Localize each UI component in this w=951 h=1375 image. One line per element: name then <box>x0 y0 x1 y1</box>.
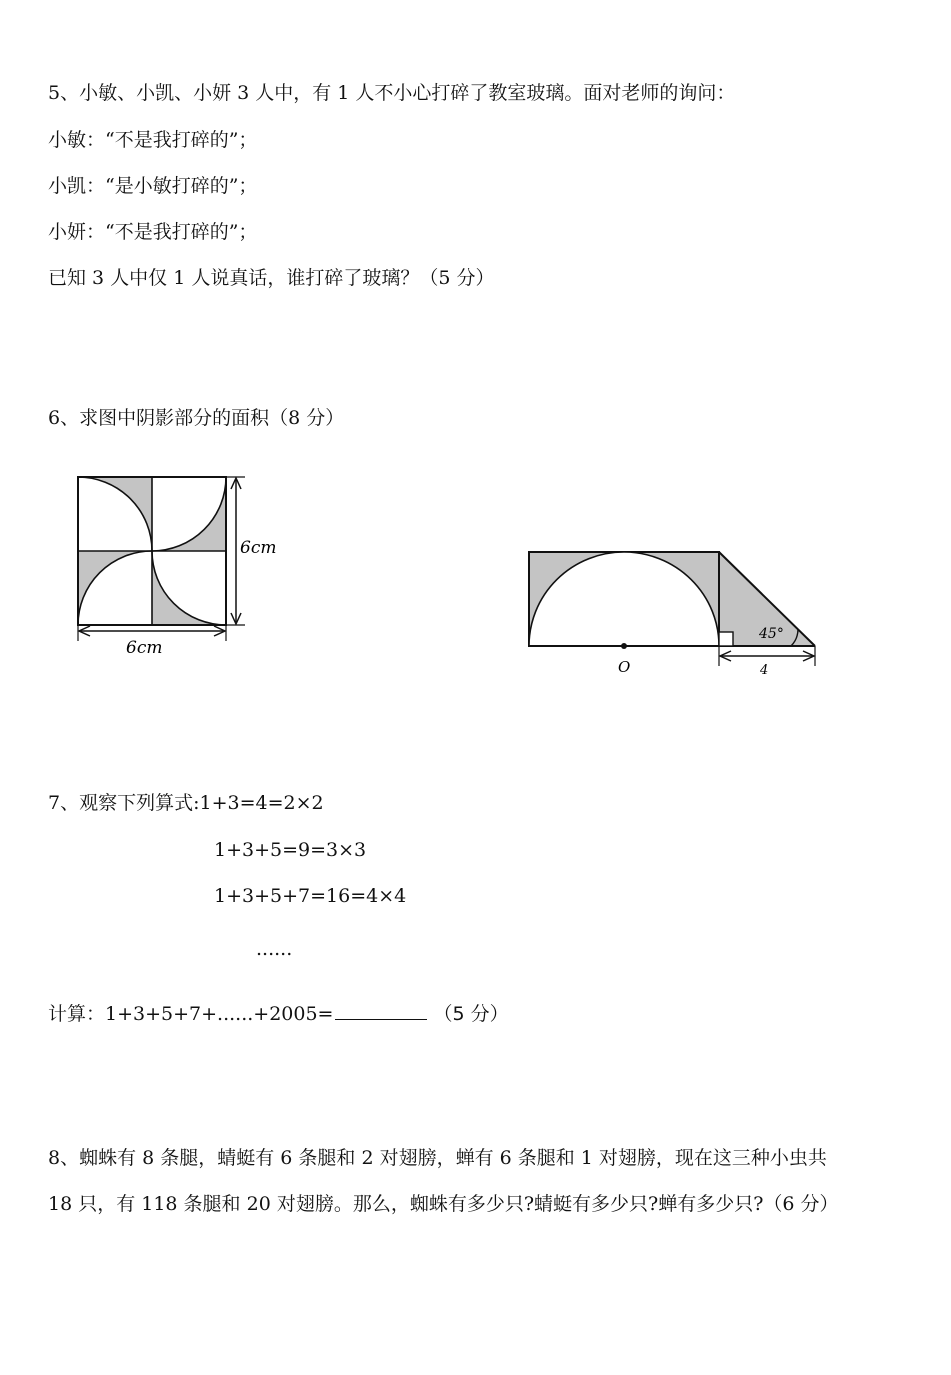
figure1-side-label: 6cm <box>240 538 277 558</box>
q5-statement-xiaoyan: 小妍：“不是我打碎的”； <box>48 221 258 243</box>
figure2-length-label: 4 <box>760 663 769 678</box>
figure2-center-label: O <box>618 658 631 676</box>
q5-stem: 5、小敏、小凯、小妍 3 人中，有 1 人不小心打碎了教室玻璃。面对老师的询问： <box>48 82 736 104</box>
figure-pinwheel-square <box>60 465 300 665</box>
q7-calculation <box>48 1003 509 1024</box>
q5-statement-xiaokai: 小凯：“是小敏打碎的”； <box>48 175 258 197</box>
q7-calc-expression: 计算：1+3+5+7+......+2005= <box>48 1003 334 1025</box>
q7-equation-2: 1+3+5=9=3×3 <box>214 839 367 861</box>
figure2-angle-label: 45° <box>759 626 784 642</box>
q7-equation-3: 1+3+5+7=16=4×4 <box>214 885 407 907</box>
q6-stem: 6、求图中阴影部分的面积（8 分） <box>48 407 345 429</box>
q8-line-2: 18 只，有 118 条腿和 20 对翅膀。那么，蜘蛛有多少只?蜻蜓有多少只?蝉有多少只?（6 分） <box>48 1193 839 1215</box>
q8-line-1: 8、蜘蛛有 8 条腿，蜻蜓有 6 条腿和 2 对翅膀，蝉有 6 条腿和 1 对翅膀，现在这三种小虫共 <box>48 1147 827 1169</box>
figure1-bottom-label: 6cm <box>126 638 163 658</box>
q5-question: 已知 3 人中仅 1 人说真话，谁打碎了玻璃？（5 分） <box>48 267 495 289</box>
q7-ellipsis: ...... <box>256 938 293 960</box>
q7-stem: 7、观察下列算式:1+3=4=2×2 <box>48 792 324 814</box>
q7-points: （5 分） <box>433 1003 509 1025</box>
q5-statement-xiaomin: 小敏：“不是我打碎的”； <box>48 129 258 151</box>
q7-answer-blank[interactable] <box>335 1003 427 1020</box>
figure-semicircle-triangle <box>515 540 835 680</box>
